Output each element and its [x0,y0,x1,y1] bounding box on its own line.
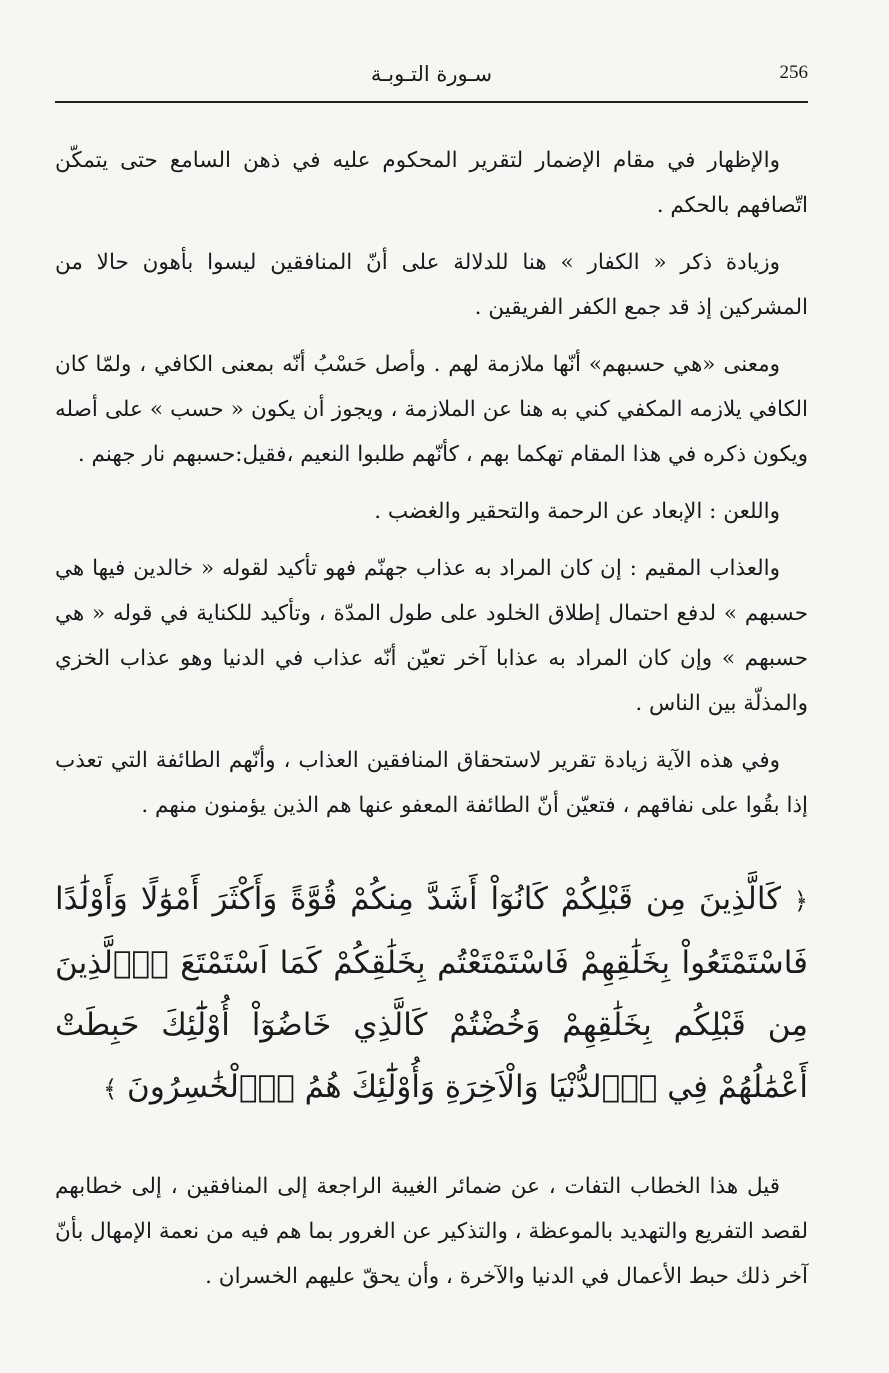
page-header [55,62,808,98]
verse-open-bracket: ﴿ [793,887,808,915]
header-rule [55,101,808,103]
verse-close-bracket: ﴾ [103,1075,118,1103]
paragraph: والعذاب المقيم : إن كان المراد به عذاب جهنّم فهو تأكيد لقوله « خالدين فيها هي حسبهم » لدفع احتمال إطلاق الخلود على طول المدّة ، وتأكيد للكناية في قوله « هي حسبهم » وإن كان المراد به عذابا آخر تعيّن أنّه عذاب في الدنيا وهو عذاب الخزي والمذلّة بين الناس . [55,556,808,716]
quran-verse [55,868,808,1120]
page-body [55,138,808,1311]
paragraph: وفي هذه الآية زيادة تقرير لاستحقاق المنافقين العذاب ، وأنّهم الطائفة التي تعذب إذا بقُوا على نفاقهم ، فتعيّن أنّ الطائفة المعفو عنها هم الذين يؤمنون منهم . [55,748,808,818]
paragraph: واللعن : الإبعاد عن الرحمة والتحقير والغضب . [374,499,780,524]
paragraph: ومعنى «هي حسبهم» أنّها ملازمة لهم . وأصل حَسْبُ أنّه بمعنى الكافي ، ولمّا كان الكافي يلازمه المكفي كني به هنا عن الملازمة ، ويجوز أن يكون « حسب » على أصله ويكون ذكره في هذا المقام تهكما بهم ، كأنّهم طلبوا النعيم ،فقيل:حسبهم نار جهنم . [55,352,808,467]
paragraph: وزيادة ذكر « الكفار » هنا للدلالة على أنّ المنافقين ليسوا بأهون حالا من المشركين إذ قد جمع الكفر الفريقين . [55,250,808,320]
page-number: 256 [779,62,808,83]
running-title: سـورة التـوبـة [370,62,493,86]
verse-text: كَالَّذِينَ مِن قَبْلِكُمْ كَانُوٓاْ أَشَدَّ مِنكُمْ قُوَّةً وَأَكْثَرَ أَمْوَٰلًا وَأَوْلَٰدًا فَاسْتَمْتَعُواْ بِخَلَٰقِهِمْ فَاسْتَمْتَعْتُم بِخَلَٰقِكُمْ كَمَا اَسْتَمْتَعَ اَ۬لَّذِينَ مِن قَبْلِكُم بِخَلَٰقِهِمْ وَخُضْتُمْ كَالَّذِي خَاضُوٓاْ أُوْلَٰٓئِكَ حَبِطَتْ أَعْمَٰلُهُمْ فِي اِ۬لدُّنْيَا وَالْاَخِرَةِ وَأُوْلَٰٓئِكَ هُمُ اُ۬لْخَٰسِرُونَ [55,881,808,1105]
paragraph: والإظهار في مقام الإضمار لتقرير المحكوم عليه في ذهن السامع حتى يتمكّن اتّصافهم بالحكم . [55,148,808,218]
commentary-paragraph: قيل هذا الخطاب التفات ، عن ضمائر الغيبة الراجعة إلى المنافقين ، إلى خطابهم لقصد التفريع والتهديد بالموعظة ، والتذكير عن الغرور بما هم فيه من نعمة الإمهال بأنّ آخر ذلك حبط الأعمال في الدنيا والآخرة ، وأن يحقّ عليهم الخسران . [55,1174,808,1289]
